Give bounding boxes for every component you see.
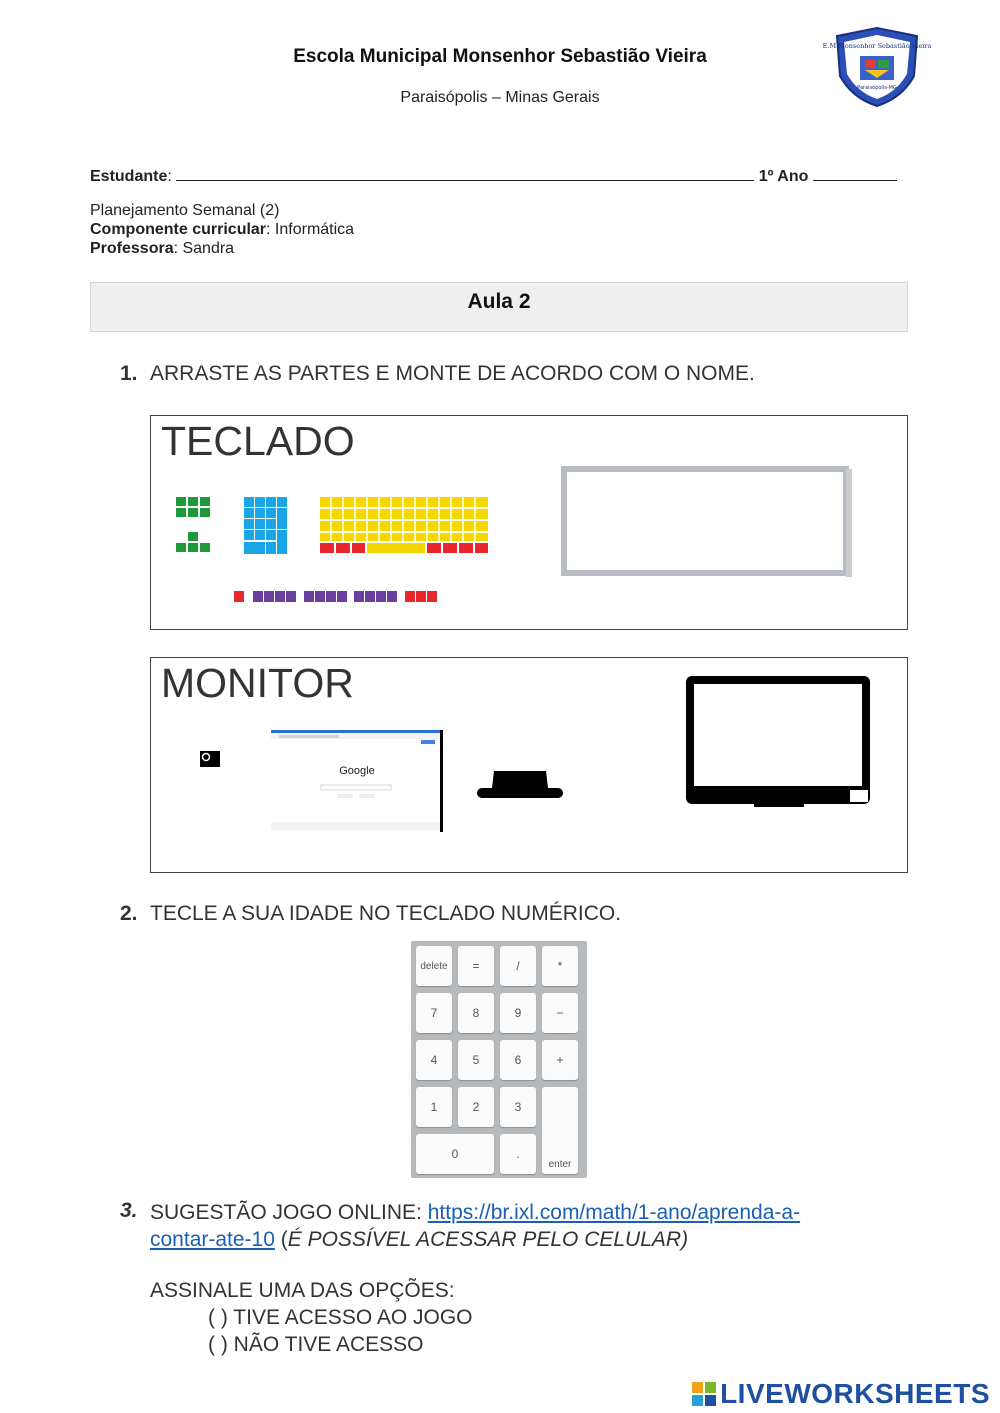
numpad-key[interactable]: . — [500, 1134, 536, 1174]
numpad-enter-key[interactable]: enter — [542, 1087, 578, 1174]
numpad-key[interactable]: * — [542, 946, 578, 986]
numpad-key[interactable]: + — [542, 1040, 578, 1080]
svg-text:E.M.Monsenhor Sebastião Vieira: E.M.Monsenhor Sebastião Vieira — [822, 42, 932, 50]
q2-number: 2. — [120, 902, 138, 925]
numpad-key[interactable]: 6 — [500, 1040, 536, 1080]
school-name: Escola Municipal Monsenhor Sebastião Vieira — [293, 46, 707, 67]
numpad-key[interactable]: = — [458, 946, 494, 986]
numpad-key[interactable]: 5 — [458, 1040, 494, 1080]
numpad-key[interactable]: 1 — [416, 1087, 452, 1127]
keyboard-box-title: TECLADO — [161, 418, 355, 464]
google-logo: Google — [339, 765, 375, 777]
q3-text: SUGESTÃO JOGO ONLINE: https://br.ixl.com/math/1-ano/aprenda-a- contar-ate-10 (É POSSÍVEL ACESSAR PELO CELULAR) — [150, 1201, 801, 1251]
svg-text:Paraisópolis-MG: Paraisópolis-MG — [857, 85, 897, 91]
q3-number: 3. — [120, 1199, 138, 1222]
year-label: 1º Ano — [758, 168, 809, 185]
option-had-access[interactable]: ( ) TIVE ACESSO AO JOGO — [208, 1306, 473, 1329]
blue-numpad-piece[interactable] — [243, 496, 289, 556]
school-crest-logo — [822, 26, 932, 108]
numpad-key[interactable]: 3 — [500, 1087, 536, 1127]
numpad-key[interactable]: 4 — [416, 1040, 452, 1080]
year-blank[interactable] — [813, 166, 897, 181]
teacher-value: : Sandra — [173, 240, 235, 257]
browser-screen-piece[interactable] — [271, 730, 443, 832]
component-label: Componente curricular — [90, 221, 267, 238]
monitor-bezel-piece[interactable] — [684, 674, 874, 808]
liveworksheets-logo: LIVEWORKSHEETS — [692, 1378, 990, 1410]
numpad-key[interactable]: delete — [416, 946, 452, 986]
component-value: : Informática — [266, 221, 355, 238]
teacher-label: Professora — [90, 240, 174, 257]
monitor-stand-piece[interactable] — [476, 770, 564, 800]
monitor-box-title: MONITOR — [161, 660, 354, 706]
numpad-key[interactable]: 2 — [458, 1087, 494, 1127]
power-button-piece[interactable] — [200, 751, 220, 767]
q2-text: TECLE A SUA IDADE NO TECLADO NUMÉRICO. — [150, 902, 622, 925]
green-keys-piece[interactable] — [175, 496, 211, 554]
liveworksheets-icon — [692, 1382, 716, 1406]
lesson-meta — [90, 201, 354, 258]
game-link[interactable]: https://br.ixl.com/math/1-ano/aprenda-a- — [427, 1201, 801, 1224]
phone-access-note: É POSSÍVEL ACESSAR PELO CELULAR) — [287, 1228, 689, 1251]
q1-text: ARRASTE AS PARTES E MONTE DE ACORDO COM O NOME. — [150, 362, 755, 385]
option-no-access[interactable]: ( ) NÃO TIVE ACESSO — [208, 1333, 424, 1356]
keyboard-drag-box — [150, 415, 908, 630]
yellow-main-keys-piece[interactable] — [319, 496, 489, 554]
keyboard-frame-piece[interactable] — [561, 466, 855, 580]
numpad-key[interactable]: 0 — [416, 1134, 494, 1174]
game-link-continued[interactable]: contar-ate-10 — [150, 1228, 275, 1251]
lesson-title-bar: Aula 2 — [90, 282, 908, 332]
q1-number: 1. — [120, 362, 138, 385]
numpad-key[interactable]: − — [542, 993, 578, 1033]
student-name-blank[interactable] — [176, 166, 754, 181]
numpad-key[interactable]: 7 — [416, 993, 452, 1033]
numpad-key[interactable]: 8 — [458, 993, 494, 1033]
plan-text: Planejamento Semanal (2) — [90, 202, 280, 219]
numpad-key[interactable]: 9 — [500, 993, 536, 1033]
school-city: Paraisópolis – Minas Gerais — [400, 89, 600, 106]
numpad-key[interactable]: / — [500, 946, 536, 986]
options-prompt: ASSINALE UMA DAS OPÇÕES: — [150, 1279, 455, 1302]
student-label: Estudante — [90, 168, 168, 185]
function-row-piece[interactable] — [233, 589, 441, 603]
numeric-keypad — [411, 941, 587, 1178]
student-line: Estudante: 1º Ano — [90, 166, 897, 186]
monitor-drag-box — [150, 657, 908, 873]
